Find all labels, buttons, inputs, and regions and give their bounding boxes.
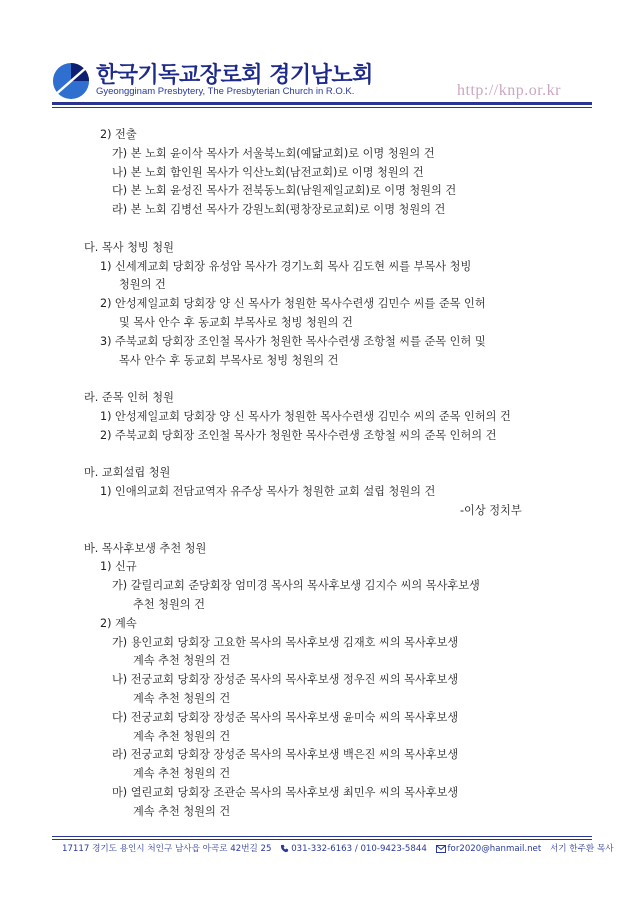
document-line: 계속 추천 청원의 건 <box>133 804 231 818</box>
document-line: 2) 전출 <box>100 128 137 141</box>
document-line: 다) 본 노회 윤성진 목사가 전북동노회(남원제일교회)로 이명 청원의 건 <box>112 184 457 198</box>
footer-divider-thin <box>52 839 592 840</box>
mail-icon <box>436 845 446 853</box>
document-line: 라) 본 노회 김병선 목사가 강원노회(평창장로교회)로 이명 청원의 건 <box>112 203 446 217</box>
footer-secretary: 서기 한주환 목사 <box>549 844 614 854</box>
document-line: 나) 전궁교회 당회장 장성준 목사의 목사후보생 정우진 씨의 목사후보생 <box>112 673 459 687</box>
document-line: 1) 신세계교회 당회장 유성암 목사가 경기노회 목사 김도현 씨를 부목사 청빙 <box>100 259 472 273</box>
footer-email[interactable]: for2020@hanmail.net <box>447 844 542 854</box>
document-line: -이상 정치부 <box>460 504 522 517</box>
footer-phone: 031-332-6163 / 010-9423-5844 <box>291 844 427 854</box>
document-line: 라) 전궁교회 당회장 장성준 목사의 목사후보생 백은진 씨의 목사후보생 <box>112 748 459 762</box>
document-line: 청원의 건 <box>119 278 166 292</box>
section-heading: 바. 목사후보생 추천 청원 <box>84 541 207 555</box>
document-line: 계속 추천 청원의 건 <box>133 767 231 781</box>
footer <box>62 842 620 854</box>
document-line: 다) 전궁교회 당회장 장성준 목사의 목사후보생 윤미숙 씨의 목사후보생 <box>112 710 459 724</box>
phone-icon <box>280 844 289 853</box>
document-line: 계속 추천 청원의 건 <box>133 654 231 668</box>
header-divider-thin <box>52 107 592 108</box>
footer-address: 17117 경기도 용인시 처인구 남사읍 아곡로 42번길 25 <box>62 844 272 854</box>
section-heading: 라. 준목 인허 청원 <box>84 391 174 405</box>
section-heading: 마. 교회설립 청원 <box>84 466 171 480</box>
header-divider <box>52 102 592 105</box>
organization-subtitle: Gyeongginam Presbytery, The Presbyterian Church in R.O.K. <box>96 86 355 97</box>
document-line: 마) 열린교회 당회장 조관순 목사의 목사후보생 최민우 씨의 목사후보생 <box>112 786 459 799</box>
document-line: 가) 본 노회 윤이삭 목사가 서울북노회(예닮교회)로 이명 청원의 건 <box>112 146 435 160</box>
document-line: 1) 인애의교회 전담교역자 유주상 목사가 청원한 교회 설립 청원의 건 <box>100 485 436 499</box>
document-line: 1) 안성제일교회 당회장 양 신 목사가 청원한 목사수련생 김민수 씨의 준목 인허의 건 <box>100 410 511 423</box>
document-line: 목사 안수 후 동교회 부목사로 청빙 청원의 건 <box>119 353 339 367</box>
document-line: 3) 주북교회 당회장 조인철 목사가 청원한 목사수련생 조항철 씨를 준목 인허 및 <box>100 334 486 348</box>
document-line: 및 목사 안수 후 동교회 부목사로 청빙 청원의 건 <box>119 316 353 329</box>
document-line: 나) 본 노회 함인원 목사가 익산노회(남전교회)로 이명 청원의 건 <box>112 165 424 179</box>
document-line: 2) 주북교회 당회장 조인철 목사가 청원한 목사수련생 조항철 씨의 준목 인허의 건 <box>100 428 497 442</box>
website-url-link[interactable]: http://knp.or.kr <box>457 82 561 99</box>
document-line: 계속 추천 청원의 건 <box>133 692 231 705</box>
document-line: 1) 신규 <box>100 560 137 574</box>
document-line: 2) 계속 <box>100 616 137 630</box>
organization-title: 한국기독교장로회 경기남노회 <box>96 63 373 88</box>
document-line: 추천 청원의 건 <box>133 598 205 611</box>
section-heading: 다. 목사 청빙 청원 <box>84 240 174 254</box>
footer-divider <box>52 836 592 837</box>
document-line: 계속 추천 청원의 건 <box>133 729 231 743</box>
document-line: 2) 안성제일교회 당회장 양 신 목사가 청원한 목사수련생 김민수 씨를 준목 인허 <box>100 297 486 311</box>
document-line: 가) 용인교회 당회장 고요한 목사의 목사후보생 김재호 씨의 목사후보생 <box>112 635 459 649</box>
letterhead <box>0 0 636 112</box>
document-line: 가) 갈릴리교회 준당회장 엄미경 목사의 목사후보생 김지수 씨의 목사후보생 <box>112 579 480 593</box>
presbytery-logo-icon <box>52 62 90 100</box>
